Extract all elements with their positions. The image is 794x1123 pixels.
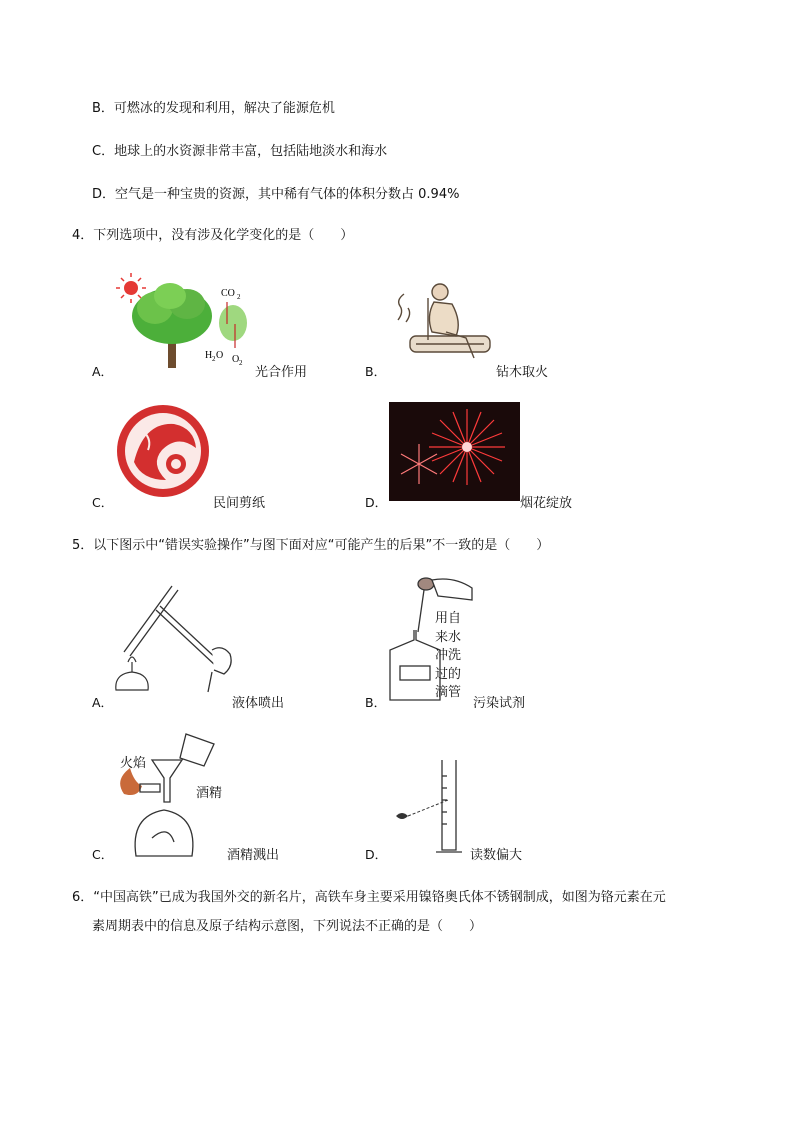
- q5-option-a-caption: 液体喷出: [232, 696, 285, 711]
- q4-option-c-letter: C．: [92, 495, 114, 510]
- drilling-wood-figure: [388, 280, 496, 372]
- q4-option-a-letter: A．: [92, 364, 114, 379]
- dropper-note-line: 过的: [435, 666, 462, 682]
- svg-text:O: O: [216, 350, 224, 361]
- q3-option-b: B．可燃冰的发现和利用，解决了能源危机: [92, 101, 335, 116]
- eye-icon: [396, 813, 408, 819]
- q4-stem: 4．下列选项中，没有涉及化学变化的是（ ）: [72, 228, 354, 243]
- reagent-bottle-icon: [390, 630, 440, 700]
- test-tube-holder-icon: [124, 586, 231, 692]
- funnel-lamp-icon: [135, 760, 193, 856]
- q5-option-c-caption: 酒精溅出: [227, 848, 280, 863]
- paper-cut-phoenix-icon: [117, 405, 209, 497]
- fireworks-figure: [389, 402, 520, 501]
- q4-option-d-caption: 烟花绽放: [520, 496, 573, 511]
- q5-option-b-caption: 污染试剂: [473, 696, 526, 711]
- q3-option-d: D．空气是一种宝贵的资源，其中稀有气体的体积分数占 0.94%: [92, 187, 460, 202]
- q3-option-c: C．地球上的水资源非常丰富，包括陆地淡水和海水: [92, 144, 388, 159]
- svg-text:O: O: [232, 354, 240, 365]
- svg-text:CO: CO: [221, 288, 235, 299]
- heating-test-tube-figure: [112, 580, 234, 698]
- q4-option-d-letter: D．: [365, 495, 388, 510]
- q5-option-b-letter: B．: [365, 695, 387, 710]
- dropper-note-line: 来水: [435, 629, 462, 645]
- svg-text:2: 2: [237, 293, 241, 301]
- q4-option-c-caption: 民间剪纸: [213, 496, 266, 511]
- q5-option-a-letter: A．: [92, 695, 114, 710]
- flame-icon: [120, 768, 142, 795]
- q5-option-c-letter: C．: [92, 847, 114, 862]
- q6-stem-line1: 6．“中国高铁”已成为我国外交的新名片，高铁车身主要采用镍铬奥氏体不锈钢制成，如图为铬元素在元: [72, 890, 666, 905]
- alcohol-lamp-icon: [116, 657, 148, 690]
- flame-label: 火焰: [120, 756, 147, 771]
- q4-option-b-caption: 钻木取火: [496, 365, 549, 380]
- graduated-cylinder-figure: [394, 756, 474, 858]
- alcohol-label: 酒精: [196, 786, 223, 801]
- man-drilling-icon: [398, 284, 490, 358]
- beaker-icon: [180, 734, 214, 766]
- graduated-cylinder-icon: [436, 760, 462, 852]
- photosynthesis-figure: [115, 268, 255, 376]
- q5-option-d-letter: D．: [365, 847, 388, 862]
- dropper-note-line: 滴管: [435, 685, 462, 700]
- svg-text:2: 2: [239, 359, 243, 367]
- svg-text:2: 2: [212, 355, 216, 363]
- dropper-note: [435, 610, 467, 703]
- q5-stem: 5．以下图示中“错误实验操作”与图下面对应“可能产生的后果”不一致的是（ ）: [72, 538, 550, 553]
- svg-text:H: H: [205, 350, 213, 361]
- q6-stem-line2: 素周期表中的信息及原子结构示意图，下列说法不正确的是（ ）: [92, 919, 483, 934]
- q4-option-a-caption: 光合作用: [255, 365, 308, 380]
- leaf-cycle-icon: [219, 302, 247, 348]
- tree-icon: [132, 283, 212, 368]
- dropper-note-line: 冲洗: [435, 648, 462, 663]
- dropper-note-line: 用自: [435, 611, 462, 626]
- q4-option-b-letter: B．: [365, 364, 387, 379]
- paper-cut-figure: [114, 402, 212, 500]
- q5-option-d-caption: 读数偏大: [470, 848, 523, 863]
